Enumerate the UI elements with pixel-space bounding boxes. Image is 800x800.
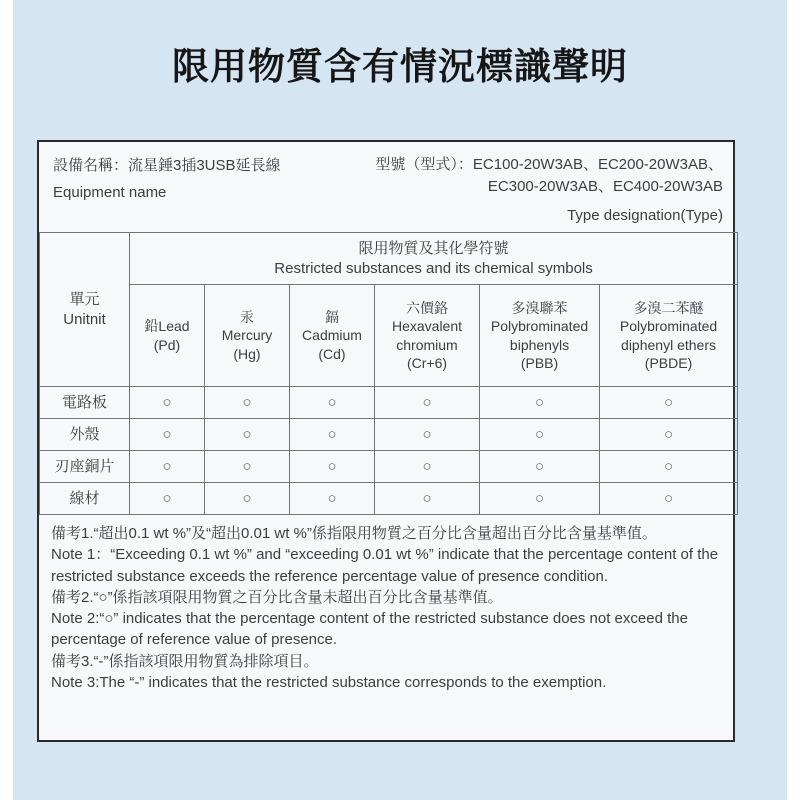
page-title: 限用物質含有情況標識聲明 xyxy=(172,46,628,87)
notes-section xyxy=(39,515,733,693)
substance-columns-row xyxy=(40,285,738,387)
value-cell: ○ xyxy=(480,387,600,419)
row-label: 刃座銅片 xyxy=(40,451,130,483)
value-cell: ○ xyxy=(205,387,290,419)
model-numbers: 型號（型式）：EC100-20W3AB、EC200-20W3AB、 EC300-20W3AB、EC400-20W3AB xyxy=(375,156,723,195)
note-2-zh: 備考2.“○”係指該項限用物質之百分比含量未超出百分比含量基準值。 xyxy=(51,588,503,606)
table-header-row xyxy=(40,233,738,285)
table-row xyxy=(40,419,738,451)
value-cell: ○ xyxy=(130,387,205,419)
note-3-zh: 備考3.“-”係指該項限用物質為排除項目。 xyxy=(51,652,319,670)
type-designation-label: Type designation(Type) xyxy=(567,207,723,224)
value-cell: ○ xyxy=(205,483,290,515)
column-header-pbde: 多溴二苯醚 Polybrominated diphenyl ethers (PBDE) xyxy=(600,285,738,387)
note-3-en: Note 3:The “-” indicates that the restricted substance corresponds to the exemption. xyxy=(51,674,607,692)
value-cell: ○ xyxy=(130,451,205,483)
column-header-hexavalent-chromium: 六價鉻 Hexavalent chromium (Cr+6) xyxy=(375,285,480,387)
value-cell: ○ xyxy=(375,419,480,451)
column-header-lead: 鉛Lead (Pd) xyxy=(130,285,205,387)
value-cell: ○ xyxy=(290,387,375,419)
value-cell: ○ xyxy=(290,483,375,515)
row-label: 線材 xyxy=(40,483,130,515)
unit-header-cell: 單元 Unitnit xyxy=(40,233,130,387)
row-label: 電路板 xyxy=(40,387,130,419)
equipment-header xyxy=(39,142,733,232)
value-cell: ○ xyxy=(130,483,205,515)
table-row xyxy=(40,387,738,419)
declaration-sheet xyxy=(37,140,735,742)
equipment-name-en: Equipment name xyxy=(53,184,167,201)
column-header-pbb: 多溴聯苯 Polybrominated biphenyls (PBB) xyxy=(480,285,600,387)
value-cell: ○ xyxy=(480,451,600,483)
value-cell: ○ xyxy=(600,451,738,483)
value-cell: ○ xyxy=(205,419,290,451)
value-cell: ○ xyxy=(480,483,600,515)
table-row xyxy=(40,451,738,483)
value-cell: ○ xyxy=(480,419,600,451)
value-cell: ○ xyxy=(600,483,738,515)
value-cell: ○ xyxy=(290,419,375,451)
value-cell: ○ xyxy=(375,451,480,483)
note-2-en: Note 2:“○” indicates that the percentage content of the restricted substance does not exceed the percentage of reference value of presence. xyxy=(51,610,688,649)
value-cell: ○ xyxy=(205,451,290,483)
row-label: 外殼 xyxy=(40,419,130,451)
value-cell: ○ xyxy=(375,483,480,515)
value-cell: ○ xyxy=(600,387,738,419)
value-cell: ○ xyxy=(375,387,480,419)
note-1-en: Note 1：“Exceeding 0.1 wt %” and “exceeding 0.01 wt %” indicate that the percentage content of the restricted substance exceeds the reference percentage value of presence condition. xyxy=(51,546,719,585)
table-row xyxy=(40,483,738,515)
equipment-name-zh: 設備名稱：流星錘3插3USB延長線 xyxy=(53,157,281,174)
column-header-cadmium: 鎘 Cadmium (Cd) xyxy=(290,285,375,387)
column-header-mercury: 汞 Mercury (Hg) xyxy=(205,285,290,387)
value-cell: ○ xyxy=(600,419,738,451)
value-cell: ○ xyxy=(290,451,375,483)
substances-table xyxy=(39,232,738,515)
restricted-substances-header-cell: 限用物質及其化學符號 Restricted substances and its chemical symbols xyxy=(130,233,738,285)
note-1-zh: 備考1.“超出0.1 wt %”及“超出0.01 wt %”係指限用物質之百分比含量超出百分比含量基準值。 xyxy=(51,525,657,542)
value-cell: ○ xyxy=(130,419,205,451)
